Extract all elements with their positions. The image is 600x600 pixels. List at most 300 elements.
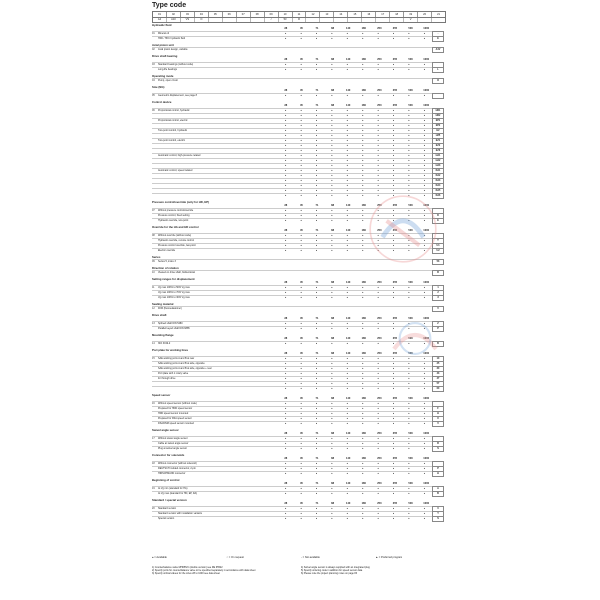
- availability-cell: [309, 472, 324, 476]
- code-position-cell: 04: [195, 12, 209, 17]
- type-code-row: [152, 47, 444, 52]
- availability-cell: [324, 472, 339, 476]
- row-number: 12: [152, 307, 155, 310]
- availability-cell: [355, 327, 370, 331]
- size-header-cell: 28: [284, 27, 288, 30]
- size-header-cell: 1000: [423, 337, 430, 340]
- size-header-cell: 88: [331, 337, 335, 340]
- availability-cell: [355, 492, 370, 496]
- code-value-cell: [237, 18, 251, 22]
- availability-cell: [293, 327, 308, 331]
- size-header-cell: 28: [284, 337, 288, 340]
- row-description: Splined shaft DIN 5480: [158, 322, 183, 325]
- size-header-cell: 45: [299, 89, 303, 92]
- availability-cell: [293, 194, 308, 198]
- availability-cell: [370, 447, 385, 451]
- size-header-cell: 88: [331, 352, 335, 355]
- availability-cell: [293, 94, 308, 98]
- availability-cell: [293, 472, 308, 476]
- availability-cell: [386, 422, 401, 426]
- type-code-section: [152, 478, 444, 496]
- availability-cell: [401, 327, 416, 331]
- size-header-cell: 250: [377, 104, 382, 107]
- size-header-cell: 140: [346, 482, 351, 485]
- section-heading: Series: [152, 255, 161, 259]
- section-heading: Connector for solenoids: [152, 453, 185, 457]
- size-header-cell: 88: [331, 58, 335, 61]
- size-header-cell: 180: [361, 89, 366, 92]
- section-heading: Drive shaft: [152, 313, 167, 317]
- availability-cell: [278, 422, 293, 426]
- size-header-cell: 180: [361, 204, 366, 207]
- size-header-cell: 355: [392, 27, 398, 30]
- availability-cell: [278, 194, 293, 198]
- row-description: Automatic control, high-pressure related: [158, 154, 201, 157]
- availability-cell: [278, 94, 293, 98]
- size-header-cell: 140: [346, 27, 351, 30]
- availability-cell: [309, 422, 324, 426]
- availability-cell: [309, 219, 324, 223]
- row-code: HD1: [432, 108, 444, 113]
- availability-cell: [417, 327, 432, 331]
- type-code-section: [152, 225, 444, 253]
- availability-cell: [355, 68, 370, 72]
- size-header-cell: 180: [361, 337, 366, 340]
- availability-cell: [401, 219, 416, 223]
- size-header-cell: 1000: [423, 482, 430, 485]
- availability-cell: [309, 517, 324, 521]
- code-position-cell: 07: [237, 12, 251, 17]
- availability-cell: [309, 447, 324, 451]
- availability-cell: [309, 327, 324, 331]
- section-heading: Operating mode: [152, 74, 174, 78]
- size-header-cell: 88: [331, 502, 335, 505]
- availability-cell: [386, 517, 401, 521]
- legend-available: ● = Available: [152, 556, 167, 559]
- code-value-cell: V: [404, 18, 418, 22]
- row-description: Without pressure control/override: [158, 209, 194, 212]
- size-header-cell: 45: [299, 229, 303, 232]
- row-code: Z: [432, 321, 444, 326]
- size-header-cell: 1000: [423, 281, 430, 284]
- code-value-cell: [223, 18, 237, 22]
- row-description: Vg max 100% to 30% Vg max: [158, 296, 190, 299]
- availability-cell: [293, 492, 308, 496]
- availability-cell: [278, 387, 293, 391]
- size-header-cell: 250: [377, 317, 382, 320]
- size-header-cell: 355: [392, 317, 398, 320]
- row-description: Viewed on drive shaft, bidirectional: [158, 271, 195, 274]
- size-header-cell: 88: [331, 317, 335, 320]
- availability-cell: [355, 387, 370, 391]
- row-code: U1: [432, 243, 444, 248]
- row-number: 01: [152, 32, 155, 35]
- size-header-cell: 88: [331, 457, 335, 460]
- availability-cell: [340, 447, 355, 451]
- size-header-cell: 355: [392, 104, 398, 107]
- row-code: U: [432, 416, 444, 421]
- availability-cell: [386, 68, 401, 72]
- size-header-cell: 71: [315, 27, 319, 30]
- type-code-section: [152, 43, 444, 52]
- availability-cell: [370, 342, 385, 346]
- size-header-cell: 45: [299, 104, 303, 107]
- code-position-cell: 21: [437, 13, 440, 16]
- row-code: S: [432, 446, 444, 451]
- availability-cell: [386, 387, 401, 391]
- row-code: 3: [432, 295, 444, 300]
- size-header-cell: 140: [346, 281, 351, 284]
- size-header-cell: 28: [284, 482, 288, 485]
- type-code-row: [152, 516, 444, 521]
- code-value-cell: [251, 18, 265, 22]
- section-heading: Sealing material: [152, 302, 174, 306]
- row-code: B: [432, 341, 444, 346]
- row-description: SAE working ports A and B at side, opposite: [158, 362, 205, 365]
- row-number: 20: [152, 507, 155, 510]
- size-header-cell: 1000: [423, 104, 430, 107]
- availability-cell: [401, 194, 416, 198]
- code-position-cell: 03: [181, 12, 195, 17]
- availability-cell: [309, 94, 324, 98]
- row-description: Without connector (without solenoid): [158, 462, 197, 465]
- row-code: P: [432, 466, 444, 471]
- availability-cell: [401, 296, 416, 300]
- size-header-cell: 180: [361, 317, 366, 320]
- availability-cell: [340, 342, 355, 346]
- size-header-cell: 1000: [423, 397, 430, 400]
- row-description: Two-point control, electric: [158, 139, 186, 142]
- size-header-cell: 355: [392, 397, 398, 400]
- availability-cell: [324, 37, 339, 41]
- legend-on-request: ○ = On request: [226, 556, 244, 559]
- size-header-cell: 355: [392, 281, 398, 284]
- row-number: 03: [152, 63, 155, 66]
- code-value-cell: [320, 18, 334, 22]
- size-header-cell: 28: [284, 397, 288, 400]
- code-value-cell: [418, 18, 432, 22]
- code-value-cell: [348, 18, 362, 22]
- row-number: 09: [152, 260, 155, 263]
- availability-cell: [355, 249, 370, 253]
- size-header-cell: 140: [346, 337, 351, 340]
- type-code-section: [152, 23, 444, 41]
- section-heading: Direction of rotation: [152, 266, 179, 270]
- code-position-cell: 08: [251, 12, 265, 17]
- row-description: Vg max 100% to 50% Vg max: [158, 286, 190, 289]
- size-header-cell: 1000: [423, 352, 430, 355]
- size-header-cell: 355: [392, 204, 398, 207]
- availability-cell: [370, 327, 385, 331]
- availability-cell: [324, 447, 339, 451]
- row-description: Proportional control, electric: [158, 119, 188, 122]
- availability-cell: [355, 37, 370, 41]
- row-description: SAE working ports A and B at rear: [158, 357, 195, 360]
- row-code: [432, 93, 444, 98]
- row-description: Pressure control, fixed setting: [158, 214, 190, 217]
- size-header-cell: 500: [408, 204, 413, 207]
- availability-cell: [417, 249, 432, 253]
- footnote: 2) Specify ports for counterbalance valve to be specified separately in accordance with data sheet: [152, 569, 256, 573]
- type-code-row: [152, 306, 444, 311]
- availability-cell: [340, 422, 355, 426]
- row-code: DA3: [432, 178, 444, 183]
- size-header-cell: 500: [408, 432, 413, 435]
- size-header-cell: 140: [346, 352, 351, 355]
- row-code: EZ3: [432, 148, 444, 153]
- size-header-cell: 355: [392, 89, 398, 92]
- code-position-cell: 13: [320, 12, 334, 17]
- row-number: 17: [152, 437, 155, 440]
- size-header-cell: 250: [377, 397, 382, 400]
- type-code-row: [152, 446, 444, 451]
- row-number: 08: [152, 234, 155, 237]
- code-position-cell: 09: [265, 12, 279, 17]
- row-code: R: [432, 441, 444, 446]
- availability-cell: [340, 296, 355, 300]
- row-code: Y: [432, 511, 444, 516]
- size-header-cell: 140: [346, 502, 351, 505]
- availability-cell: [417, 492, 432, 496]
- row-description: Long-life bearings: [158, 68, 178, 71]
- row-code: B: [432, 491, 444, 496]
- row-code: EZ1: [432, 138, 444, 143]
- row-code: DA5: [432, 188, 444, 193]
- availability-cell: [417, 68, 432, 72]
- availability-cell: [355, 342, 370, 346]
- row-description: Plug at swivel angle sensor: [158, 447, 187, 450]
- availability-cell: [370, 219, 385, 223]
- row-description: Standard version with installation variants: [158, 512, 202, 515]
- row-code: T: [432, 238, 444, 243]
- row-description: Series 5, index 3: [158, 260, 176, 263]
- availability-cell: [386, 447, 401, 451]
- availability-cell: [293, 68, 308, 72]
- code-value-cell: 53: [279, 18, 293, 22]
- availability-cell: [293, 37, 308, 41]
- availability-cell: [355, 447, 370, 451]
- size-header-cell: 88: [331, 281, 335, 284]
- size-header-cell: 71: [315, 58, 319, 61]
- type-code-section: [152, 498, 444, 521]
- type-code-row: [152, 386, 444, 391]
- size-header-cell: 180: [361, 104, 366, 107]
- availability-cell: [278, 492, 293, 496]
- availability-cell: [340, 387, 355, 391]
- availability-cell: [309, 296, 324, 300]
- availability-cell: [278, 68, 293, 72]
- size-header-cell: 45: [299, 281, 303, 284]
- type-code-section: [152, 348, 444, 391]
- size-header-cell: 140: [346, 89, 351, 92]
- availability-cell: [309, 68, 324, 72]
- footnote: 5) Specify ordering code in addition for speed sensor data: [301, 569, 363, 573]
- size-header-cell: 250: [377, 482, 382, 485]
- availability-cell: [401, 472, 416, 476]
- size-header-cell: 355: [392, 457, 398, 460]
- size-header-cell: 140: [346, 204, 351, 207]
- size-header-cell: 250: [377, 89, 382, 92]
- availability-cell: [324, 219, 339, 223]
- row-code: P: [432, 326, 444, 331]
- section-heading: Size (NG): [152, 85, 165, 89]
- size-header-cell: 250: [377, 337, 382, 340]
- availability-cell: [401, 422, 416, 426]
- size-header-cell: 45: [299, 502, 303, 505]
- size-header-cell: 500: [408, 317, 413, 320]
- row-description: Proportional control, hydraulic: [158, 109, 190, 112]
- availability-cell: [386, 37, 401, 41]
- size-header-cell: 180: [361, 457, 366, 460]
- availability-cell: [324, 94, 339, 98]
- size-header-cell: 140: [346, 457, 351, 460]
- size-header-cell: 140: [346, 397, 351, 400]
- row-description: Mineral oil: [158, 32, 169, 35]
- size-header-cell: 71: [315, 457, 319, 460]
- row-code: R: [432, 270, 444, 275]
- availability-cell: [324, 387, 339, 391]
- size-header-cell: 1000: [423, 89, 430, 92]
- availability-cell: [386, 472, 401, 476]
- size-header-cell: 1000: [423, 204, 430, 207]
- availability-cell: [293, 387, 308, 391]
- code-position-cell: 06: [223, 12, 237, 17]
- type-code-section: [152, 85, 444, 98]
- row-description: Port plate with 1 rotary valve: [158, 372, 189, 375]
- row-code: EP1: [432, 118, 444, 123]
- availability-cell: [386, 492, 401, 496]
- size-header-cell: 180: [361, 58, 366, 61]
- code-position-cell: 01: [153, 12, 167, 17]
- size-header-cell: 71: [315, 104, 319, 107]
- size-header-cell: 180: [361, 281, 366, 284]
- availability-cell: [386, 249, 401, 253]
- size-header-cell: 88: [331, 104, 335, 107]
- row-code: 1: [432, 285, 444, 290]
- row-description: Without override (without code): [158, 234, 192, 237]
- availability-cell: [355, 472, 370, 476]
- availability-cell: [278, 517, 293, 521]
- availability-cell: [386, 327, 401, 331]
- code-value-cell: [362, 18, 376, 22]
- size-header-cell: 1000: [423, 27, 430, 30]
- row-code: 60: [432, 386, 444, 391]
- row-code: V: [432, 306, 444, 311]
- section-heading: Override for the HA and HD control: [152, 225, 199, 229]
- size-header-cell: 71: [315, 502, 319, 505]
- size-header-cell: 1000: [423, 317, 430, 320]
- availability-cell: [370, 94, 385, 98]
- size-header-cell: 71: [315, 432, 319, 435]
- type-code-row: [152, 67, 444, 72]
- size-header-cell: 250: [377, 281, 382, 284]
- size-header-cell: 71: [315, 397, 319, 400]
- size-header-cell: 28: [284, 432, 288, 435]
- type-code-section: [152, 453, 444, 476]
- size-header-cell: 88: [331, 27, 335, 30]
- availability-cell: [340, 219, 355, 223]
- availability-cell: [340, 37, 355, 41]
- availability-cell: [417, 342, 432, 346]
- row-code: EP2: [432, 123, 444, 128]
- footnote: 4) Swivel angle sensor is always supplied with an integrated plug: [301, 566, 370, 569]
- row-description: Hydraulic override, remote control: [158, 239, 194, 242]
- size-header-cell: 71: [315, 281, 319, 284]
- size-header-cell: 500: [408, 457, 413, 460]
- availability-cell: [386, 219, 401, 223]
- size-header-cell: 250: [377, 204, 382, 207]
- size-header-cell: 500: [408, 104, 413, 107]
- legend: [152, 556, 444, 560]
- row-number: 15: [152, 357, 155, 360]
- code-value-cell: O: [195, 18, 209, 22]
- code-value-cell: VS: [181, 18, 195, 22]
- row-description: Without speed sensor (without code): [158, 402, 197, 405]
- size-header-cell: 88: [331, 89, 335, 92]
- row-number: 06: [152, 109, 155, 112]
- availability-cell: [370, 517, 385, 521]
- size-header-cell: 500: [408, 397, 413, 400]
- size-header-cell: 45: [299, 352, 303, 355]
- availability-cell: [309, 37, 324, 41]
- size-header-cell: 500: [408, 58, 413, 61]
- code-value-cell: A10: [167, 18, 181, 22]
- size-header-cell: 355: [392, 337, 398, 340]
- type-code-section: [152, 393, 444, 426]
- row-code: S: [432, 516, 444, 521]
- section-heading: Speed sensor: [152, 393, 171, 397]
- type-code-row: [152, 248, 444, 253]
- availability-cell: [417, 422, 432, 426]
- availability-cell: [278, 296, 293, 300]
- section-heading: Swivel angle sensor: [152, 428, 179, 432]
- size-header-cell: 45: [299, 457, 303, 460]
- size-header-cell: 500: [408, 482, 413, 485]
- availability-cell: [278, 342, 293, 346]
- code-value-cell: [306, 18, 320, 22]
- availability-cell: [370, 68, 385, 72]
- code-value-cell: A4: [153, 18, 167, 22]
- availability-cell: [309, 342, 324, 346]
- row-number: 18: [152, 462, 155, 465]
- row-description: Standard bearings (without code): [158, 63, 194, 66]
- size-header-cell: 140: [346, 432, 351, 435]
- type-code-row: [152, 270, 444, 275]
- code-position-cell: 11: [293, 12, 307, 17]
- row-code: H: [432, 411, 444, 416]
- section-heading: Setting ranges for displacement: [152, 277, 195, 281]
- availability-cell: [355, 194, 370, 198]
- size-header-cell: 88: [331, 482, 335, 485]
- availability-cell: [293, 447, 308, 451]
- section-heading: Pressure control/override (only for HD, EP): [152, 200, 210, 204]
- size-header-cell: 28: [284, 58, 288, 61]
- row-description: Special version: [158, 517, 175, 520]
- availability-cell: [340, 492, 355, 496]
- size-header-cell: 28: [284, 104, 288, 107]
- availability-cell: [401, 517, 416, 521]
- row-code: DA4: [432, 183, 444, 188]
- row-description: Pressure control override, two-point: [158, 244, 196, 247]
- size-header-cell: 180: [361, 397, 366, 400]
- size-header-cell: 250: [377, 229, 382, 232]
- row-code: HA1: [432, 153, 444, 158]
- availability-cell: [324, 517, 339, 521]
- row-code: A4V: [432, 47, 444, 52]
- availability-cell: [293, 517, 308, 521]
- row-code: U2: [432, 248, 444, 253]
- row-code: L: [432, 67, 444, 72]
